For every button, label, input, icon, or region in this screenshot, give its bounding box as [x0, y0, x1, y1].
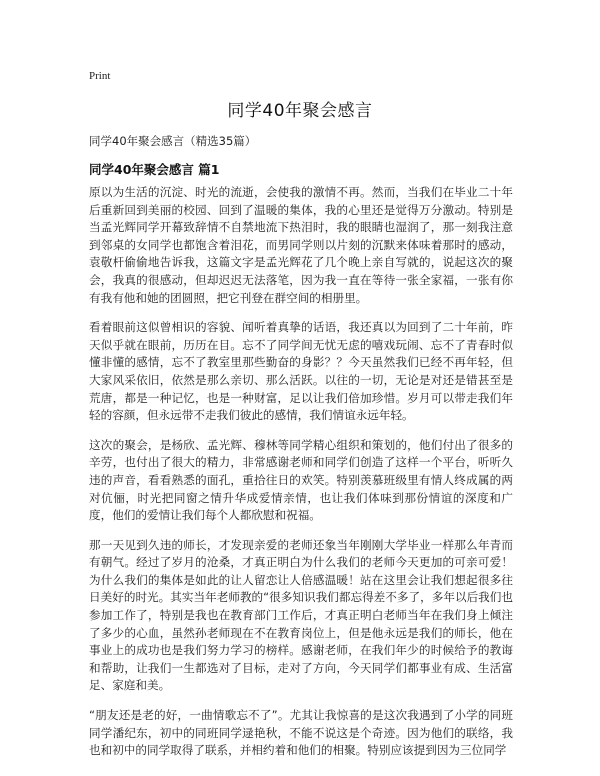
paragraph-1: 原以为生活的沉淀、时光的流逝，会使我的激情不再。然而，当我们在毕业二十年后重新回到美丽的校园、回到了温暖的集体，我的心里还是觉得万分激动。特别是当孟光辉同学开幕致辞情不自禁地流下热泪时，我的眼睛也湿润了，那一刻我注意到邻桌的女同学也都饱含着泪花，而男同学则以片刻的沉默来体味着那时的感动，袁敬杆偷偷地告诉我，这篇文字是孟光辉花了几个晚上亲自写就的，说起这次的聚会，我真的很感动，但却迟迟无法落笔，因为我一直在等待一张全家福，一张有你有我有他和她的团圆照，把它刊登在群空间的相册里。 [89, 185, 513, 305]
print-label: Print [89, 70, 111, 82]
subtitle: 同学40年聚会感言（精选35篇） [89, 134, 257, 148]
section-heading: 同学40年聚会感言 篇1 [89, 162, 220, 177]
paragraph-4: 那一天见到久违的师长，才发现亲爱的老师还象当年刚刚大学毕业一样那么年青而有朝气。经过了岁月的沧桑，才真正明白为什么我们的老师今天更加的可亲可爱！为什么我们的集体是如此的让人留恋让人倍感温暖！站在这里会让我们想起很多往日美好的时光。其实当年老师教的“很多知识我们都忘得差不多了，多年以后我们也参加工作了，特别是我也在教育部门工作后，才真正明白老师当年在我们身上倾注了多少的心血，虽然孙老师现在不在教育岗位上，但是他永远是我们的师长，他在事业上的成功也是我们努力学习的榜样。感谢老师，在我们年少的时候给予的教诲和帮助，让我们一生都选对了目标，走对了方向，今天同学们都事业有成、生活富足、家庭和美。 [89, 537, 513, 693]
paragraph-5: “朋友还是老的好，一曲情歌忘不了”。尤其让我惊喜的是这次我遇到了小学的同班同学潘纪东，初中的同班同学逯艳秋，不能不说这是个奇迹。因为他们的联络，我也和初中的同学取得了联系，并相约着和他们的相聚。特别应该提到因为三位同学 [89, 708, 513, 758]
article-body [89, 184, 513, 772]
paragraph-2: 看着眼前这似曾相识的容貌、闻听着真挚的话语，我还真以为回到了二十年前，昨天似乎就在眼前，历历在目。忘不了同学间无忧无虑的嘻戏玩闹、忘不了青春时似懂非懂的感情，忘不了教室里那些勤奋的身影？？今天虽然我们已经不再年轻，但大家风采依旧，依然是那么亲切、那么活跃。以往的一切，无论是对还是错甚至是荒唐，都是一种记忆，也是一种财富，足以让我们倍加珍惜。岁月可以带走我们年轻的容颜，但永远带不走我们彼此的感情，我们情谊永远年轻。 [89, 320, 513, 423]
page-title: 同学40年聚会感言 [227, 101, 373, 121]
paragraph-3: 这次的聚会，是杨欣、孟光辉、穆林等同学精心组织和策划的，他们付出了很多的辛劳，也付出了很大的精力，非常感谢老师和同学们创造了这样一个平台，听听久违的声音，看看熟悉的面孔，重拾往日的欢笑。特别羡慕班级里有情人终成属的两对伉俪，时光把同窗之情升华成爱情亲情，也让我们体味到那份情谊的深度和广度，他们的爱情让我们每个人都欣慰和祝福。 [89, 437, 513, 523]
